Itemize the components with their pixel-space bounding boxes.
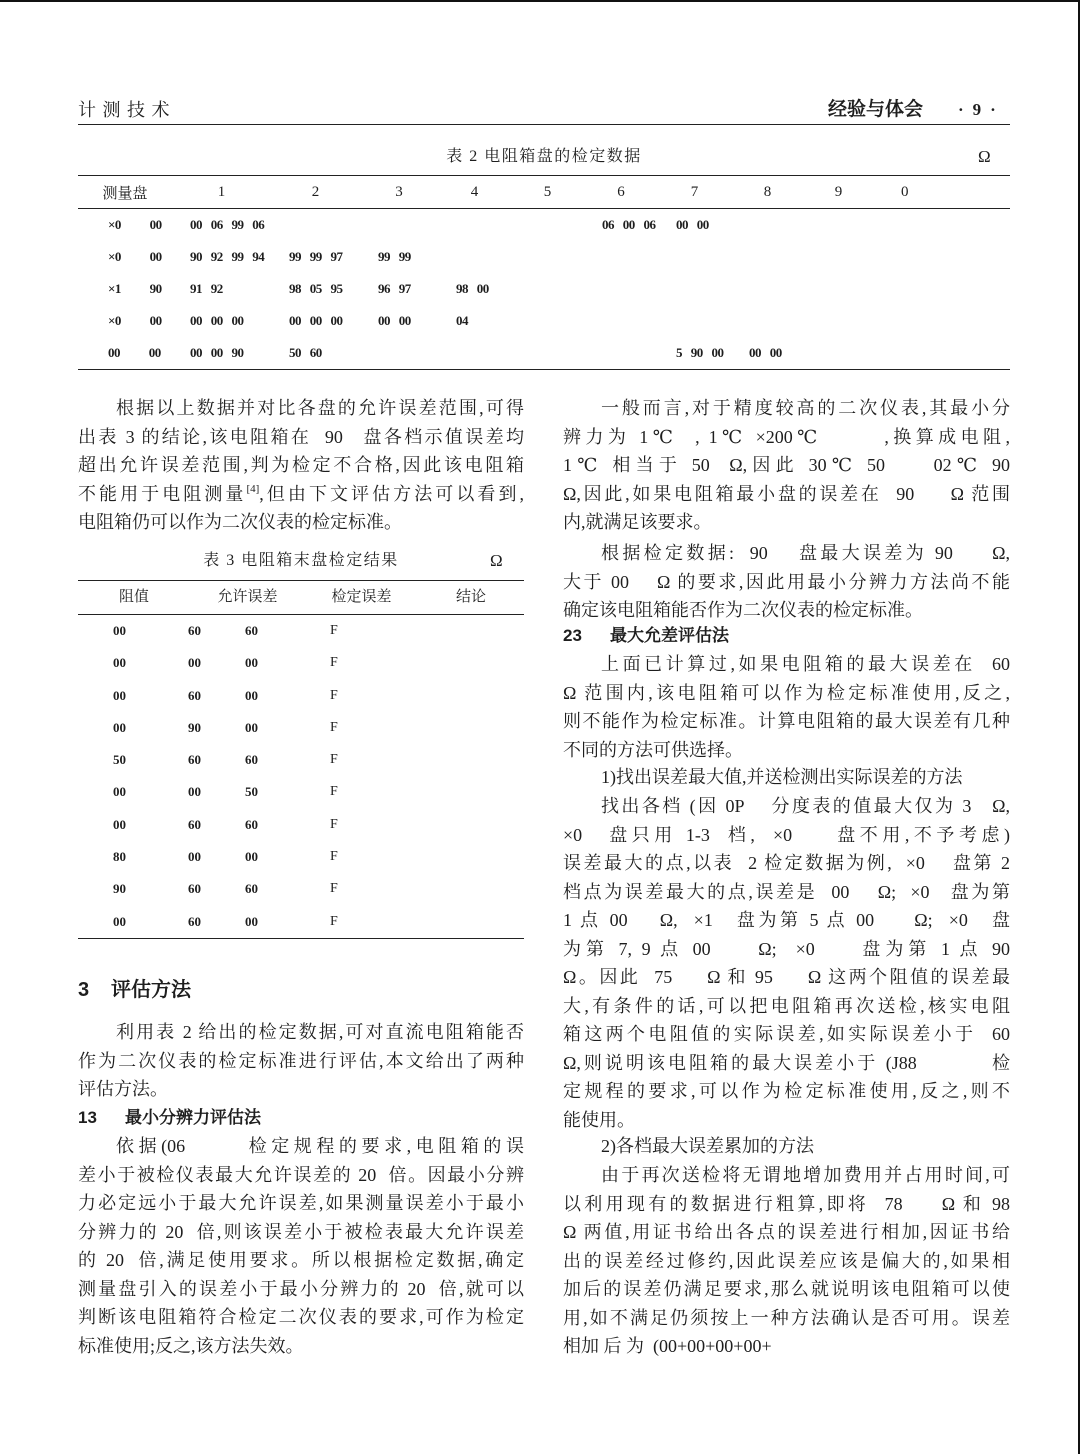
table2-header-step: 4 [438, 176, 511, 209]
text-line: 箱这两个电阻值的实际误差,如实际误差小于 60 [563, 1024, 1010, 1044]
table2-body [78, 209, 1010, 370]
text-line: 判断该电阻箱符合检定二次仪表的要求,可作为检定 [78, 1307, 524, 1327]
table3-cell: 00 [113, 719, 126, 735]
table2-cell: ×0 00 [108, 217, 162, 232]
table-row [78, 337, 1010, 370]
table-row [78, 241, 1010, 273]
table2-calibration-data [78, 175, 1010, 370]
text-line: Ω 范围内,该电阻箱可以作为检定标准使用,反之, [563, 682, 1010, 703]
table3-cell: 00 [245, 655, 258, 671]
text-line: 力必定远小于最大允许误差,如果测量误差小于最小 [78, 1193, 524, 1213]
table3-cell: F [330, 913, 338, 929]
table3-column-header: 允许误差 [217, 589, 278, 605]
table3-cell: F [330, 623, 338, 638]
table2-header-step: 3 [360, 176, 438, 209]
text-line: 为第 7, 9 点 00 Ω; ×0 盘为第 1 点 90 [563, 938, 1010, 959]
table2-cell [804, 305, 873, 337]
table2-cell [804, 209, 873, 242]
table3-column-header: 结论 [455, 589, 486, 605]
text-line: 相加 后 为 (00+00+00+00+ [563, 1336, 772, 1356]
text-line: Ω,因此,如果电阻箱最小盘的误差在 90 Ω 范围 [563, 483, 1010, 504]
table3-cell: F [330, 849, 338, 865]
table2-cell: 99 99 97 [289, 249, 343, 264]
text-line: 不能用于电阻测量[4],但由下文评估方法可以看到, [78, 482, 525, 504]
table2-cell: ×0 00 [108, 313, 162, 328]
table2-cell: 00 00 [749, 345, 782, 360]
table2-cell [873, 305, 1010, 337]
table2-cell [584, 305, 658, 337]
section-number: 3 [78, 979, 90, 1001]
table2-cell: 5 90 00 [676, 345, 724, 360]
text-line: 上面已计算过,如果电阻箱的最大误差在 60 [601, 654, 1010, 674]
table2-cell: 04 [456, 313, 468, 328]
page-number: ·9· [958, 100, 1005, 119]
text-line: 档点为误差最大的点,误差是 00 Ω; ×0 盘为第 [563, 881, 1010, 902]
table3-cell: 00 [245, 687, 258, 703]
table2-caption: 表 2 电阻箱盘的检定数据 [446, 148, 642, 165]
table3-cell: 00 [188, 784, 201, 800]
text-line: 的 20 倍,满足使用要求。所以根据检定数据,确定 [78, 1250, 524, 1270]
text-line: 作为二次仪表的检定标准进行评估,本文给出了两种 [78, 1050, 524, 1071]
table2-header-row [78, 176, 1010, 209]
table3-cell: 90 [113, 881, 126, 897]
table2-cell [873, 337, 1010, 370]
table2-cell: 96 97 [378, 281, 411, 296]
text-line: 则不能作为检定标准。计算电阻箱的最大误差有几种 [563, 711, 1010, 731]
table3-cell: 00 [188, 849, 201, 865]
table3-cell: 60 [245, 816, 258, 832]
table2-cell [511, 209, 584, 242]
table3-cell: 00 [113, 623, 126, 638]
text-line: 出表 3 的结论,该电阻箱在 90 盘各档示值误差均 [78, 426, 524, 447]
text-line: 以利用现有的数据进行粗算,即将 78 Ω 和 98 [563, 1193, 1010, 1214]
text-line: 误差最大的点,以表 2 检定数据为例, ×0 盘第 2 [563, 853, 1010, 873]
table-row [78, 273, 1010, 305]
paragraph-method-2 [563, 1161, 1010, 1361]
table2-cell: 00 06 99 06 [190, 217, 265, 232]
table2-header-step: 5 [511, 176, 584, 209]
table3-cell: 60 [188, 913, 201, 929]
table2-cell: 00 00 90 [190, 345, 244, 360]
text-line: 依据(06 检定规程的要求,电阻箱的误 [116, 1136, 524, 1156]
text-line: 电阻箱仍可以作为二次仪表的检定标准。 [78, 512, 402, 532]
table2-cell: 98 00 [456, 281, 489, 296]
table3-last-dial-results [78, 580, 524, 939]
table2-cell [438, 337, 511, 370]
table3-cell: F [330, 752, 338, 768]
table2-cell [511, 337, 584, 370]
table2-cell [584, 273, 658, 305]
text-line: 根据以上数据并对比各盘的允许误差范围,可得 [116, 398, 524, 418]
table3-header-row [78, 581, 524, 615]
table-row [78, 809, 524, 841]
table2-cell [511, 241, 584, 273]
table-row [78, 209, 1010, 242]
table2-header-step: 0 [873, 176, 1010, 209]
header-rule [78, 124, 1010, 125]
text-line: 利用表 2 给出的检定数据,可对直流电阻箱能否 [116, 1022, 524, 1042]
table3-cell: 00 [245, 913, 258, 929]
table2-cell: 50 60 [289, 345, 322, 360]
table2-cell [584, 337, 658, 370]
subsection-title: 最大允差评估法 [610, 626, 729, 645]
paragraph-method-1 [563, 792, 1010, 1134]
table3-cell: F [330, 881, 338, 897]
table2-cell [658, 305, 731, 337]
table3-cell: 00 [245, 719, 258, 735]
table3-cell: 90 [188, 719, 201, 735]
table2-cell [731, 209, 804, 242]
text-line: 找出各档 (因 0P 分度表的值最大仅为 3 Ω, [601, 796, 1010, 816]
table3-column-header: 阻值 [118, 589, 149, 605]
section-name: 经验与体会 [828, 99, 924, 120]
table-row [78, 841, 524, 873]
paragraph-resolution [563, 394, 1010, 537]
table-row [78, 712, 524, 744]
table2-cell [873, 209, 1010, 242]
table3-cell: 60 [245, 881, 258, 897]
table2-header-step: 8 [731, 176, 804, 209]
table3-caption: 表 3 电阻箱末盘检定结果 [203, 552, 399, 569]
table2-cell [873, 273, 1010, 305]
table3-cell: 60 [188, 623, 201, 638]
table2-cell [804, 273, 873, 305]
table-row [78, 305, 1010, 337]
table2-cell [658, 273, 731, 305]
text-line: 定规程的要求,可以作为检定标准使用,反之,则不 [563, 1081, 1010, 1101]
text-line: 出的误差经过修约,因此误差应该是偏大的,如果相 [563, 1250, 1010, 1271]
table2-cell: 00 00 00 [190, 313, 244, 328]
table-row [78, 776, 524, 808]
table2-cell [804, 241, 873, 273]
text-line: Ω。因此 75 Ω 和 95 Ω 这两个阻值的误差最 [563, 967, 1010, 987]
table2-cell [804, 337, 873, 370]
table2-header-step: 9 [804, 176, 873, 209]
text-line: 差小于被检仪表最大允许误差的 20 倍。因最小分辨 [78, 1164, 524, 1185]
citation-ref: [4] [246, 482, 260, 495]
subsection-title: 最小分辨力评估法 [125, 1108, 261, 1127]
table2-cell: 00 00 [108, 345, 161, 360]
table3-cell: 60 [188, 752, 201, 768]
table2-cell: 98 05 95 [289, 281, 343, 296]
table3-cell: F [330, 719, 338, 735]
table2-cell [731, 305, 804, 337]
table3-cell: 00 [188, 655, 201, 671]
table2-cell: 91 92 [190, 281, 223, 296]
text-line: 一般而言,对于精度较高的二次仪表,其最小分 [601, 398, 1010, 418]
text-line: 大于 00 Ω 的要求,因此用最小分辨力方法尚不能 [563, 571, 1010, 592]
table3-cell: 50 [113, 752, 126, 768]
table2-cell [731, 241, 804, 273]
text-line: 由于再次送检将无谓地增加费用并占用时间,可 [601, 1165, 1010, 1185]
table2-header [78, 176, 1010, 209]
text-line: 评估方法。 [78, 1079, 168, 1099]
text-line: 根据检定数据: 90 盘最大误差为 90 Ω, [601, 543, 1010, 563]
table3-cell: F [330, 687, 338, 703]
text-line: 1℃ 相当于 50 Ω,因此 30℃ 50 02℃ 90 [563, 455, 1010, 475]
text-line: 加后的误差仍满足要求,那么就说明该电阻箱可以使 [563, 1279, 1010, 1299]
journal-name: 计 测 技 术 [78, 100, 171, 120]
table2-cell: 06 00 06 [602, 217, 656, 232]
table2-cell [438, 209, 511, 242]
text-line: 超出允许误差范围,判为检定不合格,因此该电阻箱 [78, 455, 524, 475]
table3-cell: 00 [113, 913, 126, 929]
table2-cell [271, 209, 360, 242]
table-row [78, 744, 524, 776]
table2-cell [873, 241, 1010, 273]
table2-cell [511, 305, 584, 337]
table2-header-dial: 测量盘 [78, 176, 172, 209]
table2-cell: 00 00 [676, 217, 709, 232]
table3-cell: 00 [113, 816, 126, 832]
table3-cell: F [330, 816, 338, 832]
table3-cell: 00 [113, 687, 126, 703]
table-row [78, 906, 524, 938]
paragraph-calibration-result [563, 539, 1010, 625]
table2-header-step: 2 [271, 176, 360, 209]
text-line: 大,有条件的话,可以把电阻箱再次送检,核实电阻 [563, 995, 1010, 1016]
table3-body [78, 615, 524, 938]
table2-cell: 00 00 [378, 313, 411, 328]
table3-cell: F [330, 784, 338, 800]
text-line: ×0 盘只用 1-3 档, ×0 盘不用,不予考虑) [563, 824, 1010, 845]
method-item-2: 2)各档最大误差累加的方法 [601, 1136, 814, 1156]
table3-unit: Ω [490, 551, 503, 570]
table3-column-header: 检定误差 [331, 589, 392, 605]
table3-cell: F [330, 655, 338, 671]
text-line: 确定该电阻箱能否作为二次仪表的检定标准。 [563, 600, 923, 620]
table3-cell: 60 [188, 687, 201, 703]
text-line: 内,就满足该要求。 [563, 512, 712, 532]
section-heading [78, 976, 524, 1005]
subsection-number: 23 [563, 626, 582, 645]
text-line: 辨力为 1℃ , 1℃ ×200℃ ,换算成电阻, [563, 426, 1010, 447]
table3-cell: 00 [245, 849, 258, 865]
table2-cell [658, 241, 731, 273]
table3-cell: 60 [188, 881, 201, 897]
text-line: Ω 两值,用证书给出各点的误差进行相加,因证书给 [563, 1222, 1010, 1242]
text-line: 能使用。 [563, 1109, 635, 1130]
table2-header-step: 6 [584, 176, 658, 209]
table3-cell: 00 [113, 784, 126, 800]
table2-cell [731, 273, 804, 305]
text-line: 标准使用;反之,该方法失效。 [78, 1335, 304, 1356]
table-row [78, 647, 524, 679]
table2-cell [360, 209, 438, 242]
text-line: 1 点 00 Ω, ×1 盘为第 5 点 00 Ω; ×0 盘 [563, 910, 1010, 930]
table-row [78, 680, 524, 712]
text-line: 测量盘引入的误差小于最小分辨力的 20 倍,就可以 [78, 1278, 524, 1299]
table2-cell [584, 241, 658, 273]
table2-cell: ×1 90 [108, 281, 162, 296]
table3-cell: 50 [245, 784, 258, 800]
paragraph-max-error [563, 650, 1010, 764]
table3-cell: 60 [188, 816, 201, 832]
paragraph-min-resolution [78, 1132, 524, 1360]
subsection-heading [563, 622, 1010, 651]
text-line: 分辨力的 20 倍,则该误差小于被检表最大允许误差 [78, 1221, 524, 1242]
paragraph-intro-methods [78, 1018, 524, 1104]
table2-cell: 00 00 00 [289, 313, 343, 328]
subsection-heading [78, 1104, 524, 1133]
paragraph-conclusion [78, 394, 524, 537]
table2-header-step: 1 [172, 176, 271, 209]
text-line: Ω,则说明该电阻箱的最大误差小于 (J88 检 [563, 1052, 1010, 1073]
table3-cell: 80 [113, 849, 126, 865]
table2-unit: Ω [978, 147, 991, 166]
text-line: 用,如不满足仍须按上一种方法确认是否可用。误差 [563, 1307, 1010, 1328]
section-title: 评估方法 [111, 979, 191, 1001]
table2-cell [360, 337, 438, 370]
table2-cell: 90 92 99 94 [190, 249, 265, 264]
table2-cell [438, 241, 511, 273]
table2-cell: ×0 00 [108, 249, 162, 264]
table2-cell: 99 99 [378, 249, 411, 264]
table2-header-step: 7 [658, 176, 731, 209]
table3-cell: 60 [245, 623, 258, 638]
table-row [78, 615, 524, 647]
table-row [78, 873, 524, 905]
method-item-1: 1)找出误差最大值,并送检测出实际误差的方法 [601, 767, 963, 787]
table3-cell: 60 [245, 752, 258, 768]
table3-cell: 00 [113, 655, 126, 671]
subsection-number: 13 [78, 1108, 97, 1127]
text-line: 不同的方法可供选择。 [563, 739, 743, 760]
table2-cell [511, 273, 584, 305]
